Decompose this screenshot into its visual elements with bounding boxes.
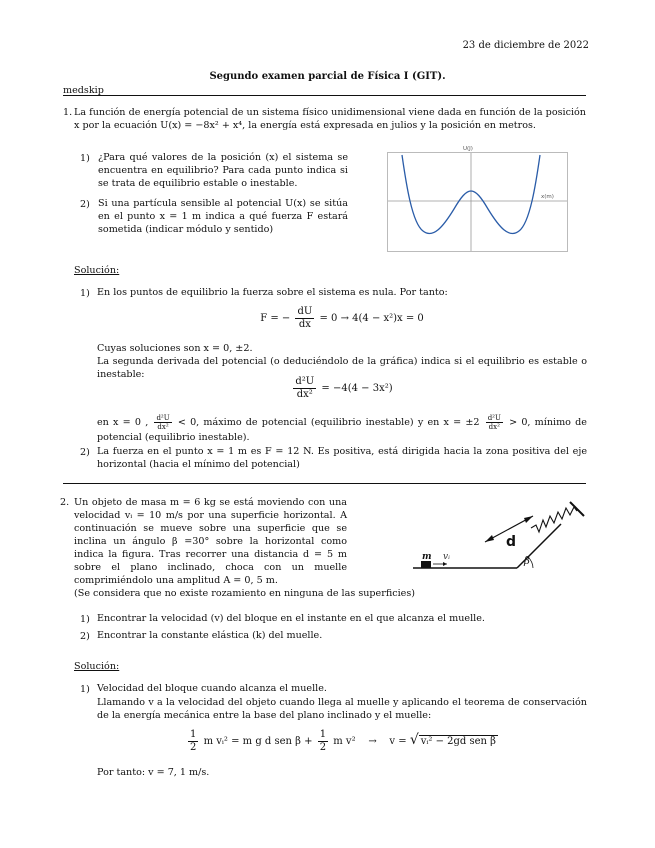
figure-beta-label: β: [524, 556, 530, 567]
sqrt-symbol: √: [409, 732, 419, 748]
q1-number: 1.: [63, 107, 73, 118]
inline-frac-2-num: d²U: [487, 414, 501, 422]
eq1-denominator: dx: [298, 319, 311, 330]
eq1-rhs: = 0 → 4(4 − x²)x = 0: [319, 313, 424, 324]
eq3-half-2-den: 2: [319, 742, 327, 753]
q1-sub1-number: 1): [80, 153, 90, 164]
q1-s1-d-part2: < 0, máximo de potencial (equilibrio inestable) y en x = ±2: [177, 417, 480, 428]
q1-s1-number: 1): [80, 288, 90, 299]
figure-v-label: vᵢ: [443, 552, 450, 562]
plot-y-label: U(J): [463, 146, 473, 152]
distance-arrow-head-start: [485, 535, 494, 542]
q2-s1-number: 1): [80, 684, 90, 695]
q1-s1-d-part3: > 0, mínimo de potencial (equilibrio inestable).: [97, 417, 587, 443]
q1-s1-text-c: La segunda derivada del potencial (o deduciéndolo de la gráfica) indica si el equilibrio es estable o inestable:: [97, 356, 587, 380]
inline-frac-1: [154, 414, 171, 431]
eq3-part-c: v =: [389, 736, 407, 747]
q1-s2-text: La fuerza en el punto x = 1 m es F = 12 N. Es positiva, está dirigida hacia la zona positiva del eje horizontal (hacia el mínimo del potencial): [97, 446, 587, 470]
inline-frac-2-den: dx²: [488, 423, 500, 431]
eq1-lhs: F = −: [260, 313, 291, 324]
page-title: Segundo examen parcial de Física I (GIT).: [209, 71, 446, 82]
q2-sub1: Encontrar la velocidad (v) del bloque en el instante en el que alcanza el muelle.: [97, 613, 485, 624]
eq3-half-2: [318, 729, 328, 754]
medskip-label: medskip: [63, 85, 104, 96]
q2-solution-label: Solución:: [74, 661, 120, 672]
q2-sub2: Encontrar la constante elástica (k) del muelle.: [97, 630, 323, 641]
figure-m-label: m: [422, 552, 432, 562]
q1-sub2: Si una partícula sensible al potencial U(x) se sitúa en el punto x = 1 m indica a qué fuerza F estará sometida (indicar módulo y sentido): [98, 198, 348, 235]
eq2-rhs: = −4(4 − 3x²): [321, 383, 393, 394]
block-mass: [421, 561, 431, 568]
question-separator: [63, 483, 586, 484]
potential-plot: [387, 152, 568, 252]
eq3-half-1: [188, 729, 198, 754]
eq1-fraction: [295, 306, 314, 331]
inline-frac-2: [486, 414, 503, 431]
q2-note: (Se considera que no existe rozamiento en ninguna de las superficies): [74, 588, 416, 599]
eq3-half-1-den: 2: [190, 742, 197, 753]
eq1-numerator: dU: [297, 306, 313, 317]
potential-curve-svg: [388, 153, 567, 251]
incline-svg: [413, 498, 586, 576]
incline-figure: [413, 498, 586, 576]
q2-number: 2.: [60, 497, 70, 508]
eq3-arrow: →: [368, 736, 377, 747]
q1-s2-number: 2): [80, 447, 90, 458]
q1-sub1: ¿Para qué valores de la posición (x) el sistema se encuentra en equilibrio? Para cada punto indica si se trata de equilibrio estable o inestable.: [98, 152, 348, 189]
q2-intro: Un objeto de masa m = 6 kg se está moviendo con una velocidad vᵢ = 10 m/s por una superficie horizontal. A continuación se mueve sobre una superficie que se inclina un ángulo β =30° sobre la horizontal como indica la figura. Tras recorrer una distancia d = 5 m sobre el plano inclinado, choca con un muelle comprimiéndolo una amplitud A = 0, 5 m.: [74, 497, 347, 586]
q2-s1-text-a: Velocidad del bloque cuando alcanza el muelle.: [97, 683, 327, 694]
inline-frac-1-num: d²U: [156, 414, 170, 422]
q1-s1-text-b: Cuyas soluciones son x = 0, ±2.: [97, 343, 253, 354]
velocity-arrow-head: [443, 562, 447, 566]
eq2-fraction: [293, 376, 316, 401]
spring-wall: [570, 502, 584, 516]
q1-s1-text-d: [97, 414, 587, 444]
plot-x-label: x(m): [541, 194, 554, 200]
q1-solution-label: Solución:: [74, 265, 120, 276]
eq3-part-b: m v²: [333, 736, 356, 747]
date: 23 de diciembre de 2022: [462, 40, 589, 51]
q2-s1-text-c: Por tanto: v = 7, 1 m/s.: [97, 767, 210, 778]
figure-d-label: d: [506, 534, 517, 550]
q1-intro: La función de energía potencial de un sistema físico unidimensional viene dada en función de la posición x por la ecuación U(x) = −8x² + x⁴, la energía está expresada en julios y la posición en metros.: [74, 107, 586, 131]
q1-s1-d-part1: en x = 0 ,: [97, 417, 149, 428]
q1-equation-second-derivative: [97, 376, 587, 401]
q1-equation-force: [97, 306, 587, 331]
header-rule: [63, 95, 586, 96]
eq2-numerator: d²U: [295, 376, 315, 387]
spring: [531, 507, 577, 532]
eq3-sqrt-body: vᵢ² − 2gd sen β: [420, 736, 496, 747]
q2-s1-text-b: Llamando v a la velocidad del objeto cuando llega al muelle y aplicando el teorema de conservación de la energía mecánica entre la base del plano inclinado y el muelle:: [97, 697, 587, 721]
eq3-part-a: m vᵢ² = m g d sen β +: [203, 736, 313, 747]
q2-sub1-number: 1): [80, 614, 90, 625]
q2-sub2-number: 2): [80, 631, 90, 642]
q2-energy-equation: [97, 729, 587, 754]
inline-frac-1-den: dx²: [157, 423, 169, 431]
eq3-half-1-num: 1: [190, 729, 197, 740]
q1-s1-text-a: En los puntos de equilibrio la fuerza sobre el sistema es nula. Por tanto:: [97, 287, 448, 298]
distance-arrow-head-end: [524, 516, 533, 523]
q1-sub2-number: 2): [80, 199, 90, 210]
eq3-half-2-num: 1: [319, 729, 327, 740]
eq2-denominator: dx²: [296, 389, 313, 400]
